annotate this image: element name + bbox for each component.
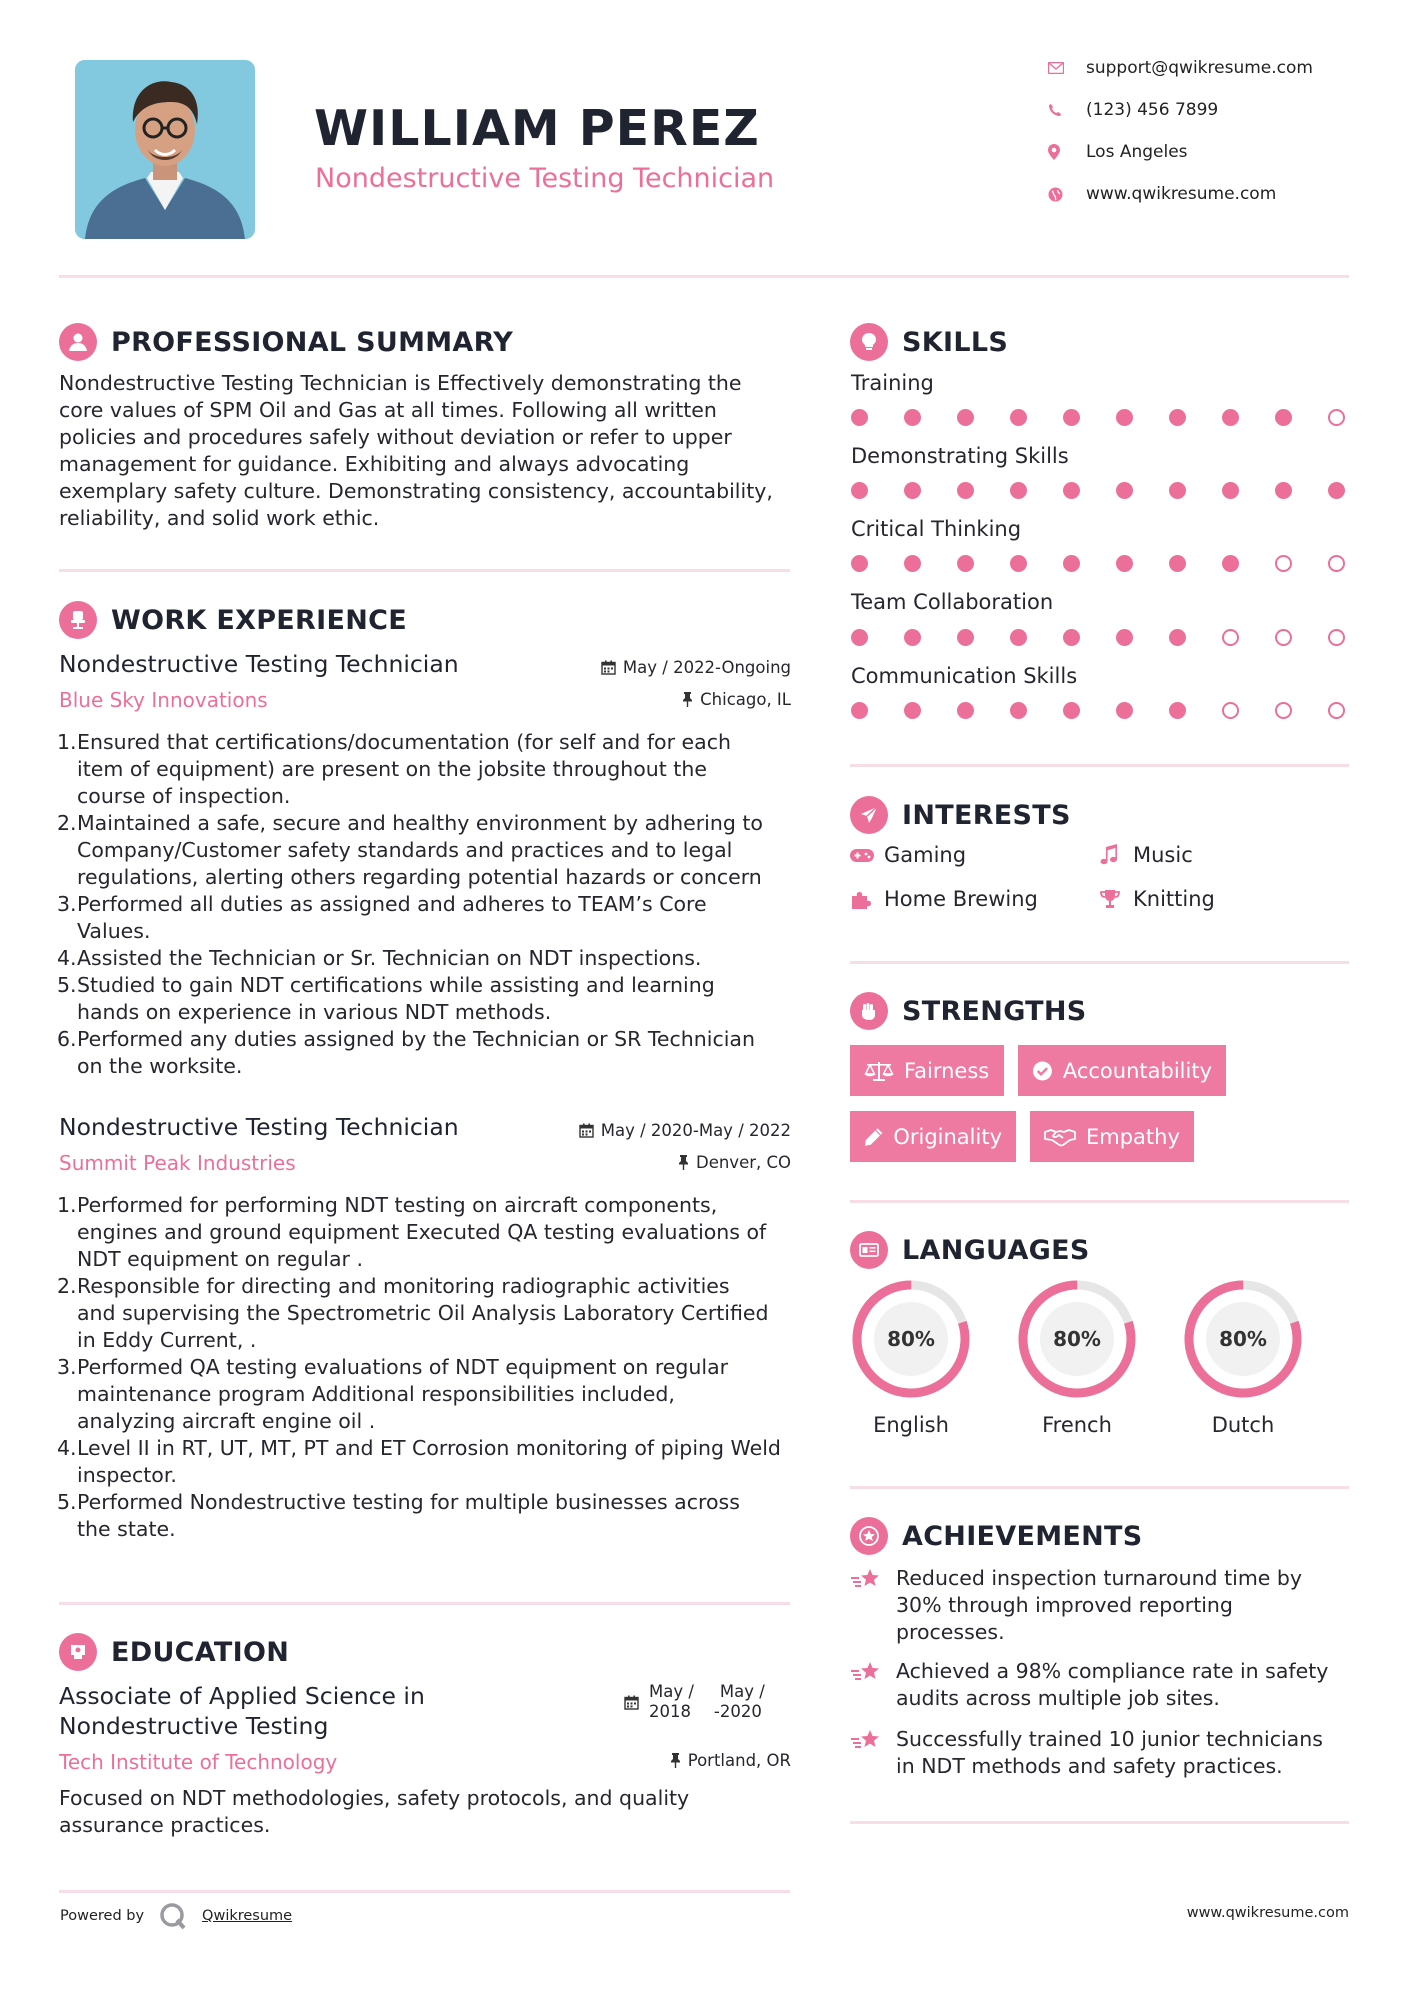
skill-name: Demonstrating Skills bbox=[851, 444, 1069, 468]
duty-list bbox=[59, 729, 799, 1080]
contact-email[interactable] bbox=[1048, 56, 1313, 80]
contact-phone-text: (123) 456 7899 bbox=[1086, 100, 1219, 120]
languages-heading bbox=[850, 1230, 1090, 1270]
degree-line: Nondestructive Testing bbox=[59, 1712, 329, 1740]
puzzle-icon bbox=[850, 888, 884, 910]
contact-location bbox=[1048, 140, 1188, 164]
education-dates bbox=[624, 1682, 765, 1722]
skill-rating bbox=[851, 702, 1347, 720]
duty-line: Level II in RT, UT, MT, PT and ET Corrosion monitoring of piping Weld bbox=[77, 1436, 781, 1460]
chair-icon bbox=[59, 601, 97, 639]
achievement-item bbox=[851, 1726, 1351, 1780]
skill-dot-filled bbox=[851, 409, 868, 426]
summary-line: exemplary safety culture. Demonstrating consistency, accountability, bbox=[59, 479, 773, 503]
experience-title: WORK EXPERIENCE bbox=[111, 604, 407, 636]
balance-scale-icon bbox=[864, 1060, 894, 1082]
duty-number: 1. bbox=[57, 1193, 77, 1217]
job-dates bbox=[601, 658, 791, 677]
skill-rating bbox=[851, 482, 1347, 500]
language-percent-label: 80% bbox=[1053, 1327, 1101, 1351]
achievements-heading bbox=[850, 1516, 1143, 1556]
job-location bbox=[678, 1153, 791, 1172]
duty-line: in Eddy Current, . bbox=[77, 1328, 257, 1352]
candidate-name: WILLIAM PEREZ bbox=[314, 100, 760, 157]
duty-item bbox=[59, 810, 799, 891]
contact-website-text: www.qwikresume.com bbox=[1086, 184, 1277, 204]
summary-line: policies and procedures safely without deviation or refer to upper bbox=[59, 425, 732, 449]
skill-dot-filled bbox=[1222, 482, 1239, 499]
skill-dot-filled bbox=[1328, 482, 1345, 499]
duty-item bbox=[59, 1026, 799, 1080]
interest-label: Gaming bbox=[884, 843, 967, 867]
qwikresume-logo-icon bbox=[158, 1901, 188, 1931]
experience-divider bbox=[59, 1602, 790, 1605]
summary-line: reliability, and solid work ethic. bbox=[59, 506, 380, 530]
job-dates-text: May / 2020-May / 2022 bbox=[600, 1121, 791, 1140]
interests-heading bbox=[850, 795, 1071, 835]
language-card-icon bbox=[850, 1231, 888, 1269]
job-location-text: Chicago, IL bbox=[700, 690, 791, 709]
interests-title: INTERESTS bbox=[902, 799, 1071, 831]
duty-line: Values. bbox=[77, 919, 151, 943]
skill-name: Critical Thinking bbox=[851, 517, 1022, 541]
skill-dot-filled bbox=[1275, 482, 1292, 499]
skill-dot-filled bbox=[1116, 629, 1133, 646]
shooting-star-icon bbox=[851, 1565, 896, 1646]
skill-dot-filled bbox=[1063, 555, 1080, 572]
duty-line: Performed QA testing evaluations of NDT equipment on regular bbox=[77, 1355, 729, 1379]
skill-dot-empty bbox=[1275, 555, 1292, 572]
duty-line: course of inspection. bbox=[77, 784, 291, 808]
skill-rating bbox=[851, 629, 1347, 647]
job-title: Nondestructive Testing Technician bbox=[59, 650, 459, 678]
strengths-heading bbox=[850, 991, 1087, 1031]
education-description bbox=[59, 1785, 799, 1839]
header-divider bbox=[59, 275, 1349, 278]
strengths-title: STRENGTHS bbox=[902, 995, 1087, 1027]
language-ring-svg bbox=[849, 1277, 973, 1401]
duty-line: item of equipment) are present on the jobsite throughout the bbox=[77, 757, 707, 781]
paper-plane-icon bbox=[850, 796, 888, 834]
skill-dot-filled bbox=[1116, 482, 1133, 499]
globe-icon bbox=[1048, 187, 1086, 202]
contact-phone[interactable] bbox=[1048, 98, 1218, 122]
interest-label: Home Brewing bbox=[884, 887, 1038, 911]
achievement-line: in NDT methods and safety practices. bbox=[896, 1754, 1283, 1778]
duty-item bbox=[59, 891, 799, 945]
duty-line: inspector. bbox=[77, 1463, 177, 1487]
language-ring-svg bbox=[1181, 1277, 1305, 1401]
date-part: 2020 bbox=[719, 1702, 762, 1721]
skill-dot-filled bbox=[1169, 555, 1186, 572]
strength-tag bbox=[1018, 1045, 1226, 1096]
skill-dot-filled bbox=[851, 702, 868, 719]
music-note-icon bbox=[1099, 844, 1133, 866]
education-heading bbox=[59, 1632, 289, 1672]
strength-label: Fairness bbox=[904, 1058, 990, 1083]
skill-name: Communication Skills bbox=[851, 664, 1078, 688]
strengths-divider bbox=[850, 1200, 1349, 1203]
education-location-text: Portland, OR bbox=[687, 1751, 791, 1770]
achievement-line: 30% through improved reporting bbox=[896, 1593, 1233, 1617]
languages-title: LANGUAGES bbox=[902, 1234, 1090, 1266]
skill-dot-empty bbox=[1328, 629, 1345, 646]
strength-tag bbox=[850, 1111, 1016, 1162]
skill-dot-filled bbox=[1169, 482, 1186, 499]
duty-line: Ensured that certifications/documentation (for self and for each bbox=[77, 730, 731, 754]
strength-tag bbox=[850, 1045, 1004, 1096]
duty-line: Studied to gain NDT certifications while assisting and learning bbox=[77, 973, 715, 997]
interest-label: Knitting bbox=[1133, 887, 1215, 911]
footer-website[interactable]: www.qwikresume.com bbox=[1186, 1905, 1349, 1921]
duty-line: engines and ground equipment Executed QA testing evaluations of bbox=[77, 1220, 767, 1244]
skill-dot-empty bbox=[1328, 702, 1345, 719]
interest-item bbox=[1099, 843, 1193, 867]
job-location bbox=[682, 690, 791, 709]
duty-item bbox=[59, 1273, 804, 1354]
calendar-icon bbox=[624, 1695, 639, 1710]
duty-line: regulations, alerting others regarding potential hazards or concern bbox=[77, 865, 762, 889]
language-ring-svg bbox=[1015, 1277, 1139, 1401]
job-title: Nondestructive Testing Technician bbox=[59, 1113, 459, 1141]
skill-dot-empty bbox=[1328, 555, 1345, 572]
skill-dot-filled bbox=[957, 482, 974, 499]
skill-dot-empty bbox=[1275, 702, 1292, 719]
duty-line: analyzing aircraft engine oil . bbox=[77, 1409, 376, 1433]
skill-dot-filled bbox=[1222, 555, 1239, 572]
interest-label: Music bbox=[1133, 843, 1193, 867]
duty-item bbox=[59, 1354, 804, 1435]
duty-line: the state. bbox=[77, 1517, 176, 1541]
skill-dot-filled bbox=[1169, 702, 1186, 719]
job-company: Summit Peak Industries bbox=[59, 1151, 296, 1175]
skill-dot-filled bbox=[904, 482, 921, 499]
date-part: 2018 bbox=[649, 1702, 691, 1721]
interests-divider bbox=[850, 961, 1349, 964]
skill-dot-filled bbox=[957, 702, 974, 719]
skill-dot-filled bbox=[851, 629, 868, 646]
job-location-text: Denver, CO bbox=[695, 1153, 791, 1172]
interest-item bbox=[850, 843, 966, 867]
language-progress-ring bbox=[1015, 1277, 1139, 1401]
skill-dot-filled bbox=[957, 629, 974, 646]
shooting-star-icon bbox=[851, 1726, 896, 1780]
strength-label: Accountability bbox=[1062, 1058, 1212, 1083]
qwikresume-link[interactable]: Qwikresume bbox=[202, 1908, 293, 1924]
achievement-line: processes. bbox=[896, 1620, 1005, 1644]
school-name: Tech Institute of Technology bbox=[59, 1750, 338, 1774]
contact-website[interactable] bbox=[1048, 182, 1276, 206]
skill-dot-filled bbox=[851, 482, 868, 499]
language-progress-ring bbox=[849, 1277, 973, 1401]
duty-number: 4. bbox=[57, 946, 77, 970]
pushpin-icon bbox=[682, 692, 693, 707]
trophy-icon bbox=[1099, 888, 1133, 910]
shooting-star-icon bbox=[851, 1658, 896, 1712]
fist-icon bbox=[850, 992, 888, 1030]
achievement-text bbox=[896, 1658, 1328, 1712]
duty-item bbox=[59, 972, 799, 1026]
duty-number: 5. bbox=[57, 1490, 77, 1514]
experience-heading bbox=[59, 600, 407, 640]
interest-item bbox=[1099, 887, 1215, 911]
duty-item bbox=[59, 1192, 804, 1273]
skill-dot-filled bbox=[1063, 482, 1080, 499]
user-icon bbox=[59, 323, 97, 361]
skill-dot-filled bbox=[1010, 482, 1027, 499]
footer-divider bbox=[59, 1890, 790, 1893]
date-part: May / bbox=[719, 1682, 765, 1701]
language-name: Dutch bbox=[1211, 1413, 1275, 1437]
language-name: English bbox=[873, 1413, 949, 1437]
skill-dot-filled bbox=[1116, 409, 1133, 426]
calendar-icon bbox=[601, 660, 616, 675]
contact-location-text: Los Angeles bbox=[1086, 142, 1188, 162]
summary-line: management for guidance. Exhibiting and always advocating bbox=[59, 452, 690, 476]
skill-dot-filled bbox=[904, 702, 921, 719]
duty-number: 4. bbox=[57, 1436, 77, 1460]
skill-dot-filled bbox=[1222, 409, 1239, 426]
strength-label: Empathy bbox=[1086, 1124, 1180, 1149]
profile-photo bbox=[75, 60, 255, 239]
skill-dot-filled bbox=[1010, 409, 1027, 426]
achievements-title: ACHIEVEMENTS bbox=[902, 1520, 1143, 1552]
skills-heading bbox=[850, 322, 1008, 362]
duty-number: 6. bbox=[57, 1027, 77, 1051]
skill-dot-filled bbox=[1010, 629, 1027, 646]
duty-number: 3. bbox=[57, 892, 77, 916]
duty-line: NDT equipment on regular . bbox=[77, 1247, 363, 1271]
powered-by bbox=[60, 1901, 292, 1931]
skill-dot-empty bbox=[1275, 629, 1292, 646]
duty-line: Performed any duties assigned by the Technician or SR Technician bbox=[77, 1027, 755, 1051]
skills-divider bbox=[850, 764, 1349, 767]
duty-line: Company/Customer safety standards and practices and to legal bbox=[77, 838, 733, 862]
language-percent-label: 80% bbox=[887, 1327, 935, 1351]
language-name: French bbox=[1042, 1413, 1112, 1437]
skill-dot-filled bbox=[1010, 702, 1027, 719]
skill-dot-filled bbox=[1063, 409, 1080, 426]
skill-dot-filled bbox=[1116, 702, 1133, 719]
achievements-divider bbox=[850, 1821, 1349, 1824]
interest-item bbox=[850, 887, 1038, 911]
duty-list bbox=[59, 1192, 804, 1543]
duty-line: hands on experience in various NDT methods. bbox=[77, 1000, 552, 1024]
duty-line: Responsible for directing and monitoring radiographic activities bbox=[77, 1274, 730, 1298]
summary-title: PROFESSIONAL SUMMARY bbox=[111, 326, 514, 358]
handshake-icon bbox=[1044, 1127, 1076, 1147]
language-percent-label: 80% bbox=[1219, 1327, 1267, 1351]
education-title: EDUCATION bbox=[111, 1636, 290, 1668]
education-end-date bbox=[714, 1682, 765, 1722]
gamepad-icon bbox=[850, 848, 884, 863]
pencil-icon bbox=[864, 1127, 883, 1147]
skill-name: Training bbox=[851, 371, 934, 395]
degree bbox=[59, 1681, 425, 1741]
skill-dot-filled bbox=[957, 555, 974, 572]
achievement-text bbox=[896, 1565, 1302, 1646]
avatar bbox=[75, 60, 255, 239]
duty-number: 1. bbox=[57, 730, 77, 754]
skill-dot-filled bbox=[851, 555, 868, 572]
calendar-icon bbox=[579, 1123, 594, 1138]
skill-name: Team Collaboration bbox=[851, 590, 1054, 614]
education-start-date bbox=[649, 1682, 694, 1722]
location-pin-icon bbox=[1048, 144, 1086, 160]
skill-dot-filled bbox=[904, 629, 921, 646]
skill-dot-filled bbox=[904, 555, 921, 572]
duty-line: on the worksite. bbox=[77, 1054, 243, 1078]
education-description-line: Focused on NDT methodologies, safety protocols, and quality bbox=[59, 1786, 690, 1810]
skill-dot-empty bbox=[1222, 702, 1239, 719]
candidate-title: Nondestructive Testing Technician bbox=[315, 163, 775, 194]
achievement-line: Reduced inspection turnaround time by bbox=[896, 1566, 1303, 1590]
job-dates bbox=[579, 1121, 791, 1140]
duty-line: Assisted the Technician or Sr. Technician on NDT inspections. bbox=[77, 946, 702, 970]
powered-by-label: Powered by bbox=[60, 1908, 145, 1924]
achievement-text bbox=[896, 1726, 1323, 1780]
skill-rating bbox=[851, 555, 1347, 573]
summary-text bbox=[59, 370, 799, 532]
skill-dot-filled bbox=[1063, 702, 1080, 719]
duty-number: 2. bbox=[57, 1274, 77, 1298]
duty-number: 3. bbox=[57, 1355, 77, 1379]
star-badge-icon bbox=[850, 1517, 888, 1555]
summary-line: core values of SPM Oil and Gas at all times. Following all written bbox=[59, 398, 717, 422]
lightbulb-icon bbox=[850, 323, 888, 361]
skill-dot-filled bbox=[1116, 555, 1133, 572]
skills-title: SKILLS bbox=[902, 326, 1009, 358]
skill-rating bbox=[851, 409, 1347, 427]
duty-item bbox=[59, 1435, 804, 1489]
skill-dot-filled bbox=[1169, 409, 1186, 426]
strength-tag bbox=[1030, 1111, 1194, 1162]
degree-line: Associate of Applied Science in bbox=[59, 1682, 425, 1710]
skill-dot-empty bbox=[1222, 629, 1239, 646]
duty-item bbox=[59, 1489, 804, 1543]
skill-dot-empty bbox=[1328, 409, 1345, 426]
achievement-item bbox=[851, 1565, 1351, 1646]
skill-dot-filled bbox=[1063, 629, 1080, 646]
duty-line: Maintained a safe, secure and healthy environment by adhering to bbox=[77, 811, 763, 835]
pushpin-icon bbox=[678, 1155, 689, 1170]
duty-line: Performed for performing NDT testing on aircraft components, bbox=[77, 1193, 718, 1217]
skill-dot-filled bbox=[1169, 629, 1186, 646]
duty-line: Performed all duties as assigned and adheres to TEAM’s Core bbox=[77, 892, 707, 916]
envelope-icon bbox=[1048, 62, 1086, 74]
pushpin-icon bbox=[670, 1753, 681, 1768]
summary-heading bbox=[59, 322, 513, 362]
education-location bbox=[670, 1751, 791, 1770]
skill-dot-filled bbox=[1275, 409, 1292, 426]
duty-line: Performed Nondestructive testing for multiple businesses across bbox=[77, 1490, 740, 1514]
education-description-line: assurance practices. bbox=[59, 1813, 271, 1837]
job-dates-text: May / 2022-Ongoing bbox=[622, 658, 791, 677]
skill-dot-filled bbox=[957, 409, 974, 426]
duty-line: and supervising the Spectrometric Oil Analysis Laboratory Certified bbox=[77, 1301, 769, 1325]
skill-dot-filled bbox=[904, 409, 921, 426]
check-circle-icon bbox=[1032, 1060, 1053, 1082]
graduation-icon bbox=[59, 1633, 97, 1671]
summary-divider bbox=[59, 569, 790, 572]
contact-email-text: support@qwikresume.com bbox=[1086, 58, 1313, 78]
language-progress-ring bbox=[1181, 1277, 1305, 1401]
achievement-line: audits across multiple job sites. bbox=[896, 1686, 1220, 1710]
duty-line: maintenance program Additional responsibilities included, bbox=[77, 1382, 675, 1406]
duty-number: 2. bbox=[57, 811, 77, 835]
date-separator: - bbox=[713, 1702, 720, 1721]
languages-divider bbox=[850, 1486, 1349, 1489]
duty-item bbox=[59, 945, 799, 972]
duty-item bbox=[59, 729, 799, 810]
achievement-line: Successfully trained 10 junior technicians bbox=[896, 1727, 1323, 1751]
phone-icon bbox=[1048, 103, 1086, 117]
job-company: Blue Sky Innovations bbox=[59, 688, 268, 712]
skill-dot-filled bbox=[1010, 555, 1027, 572]
achievement-line: Achieved a 98% compliance rate in safety bbox=[896, 1659, 1329, 1683]
duty-number: 5. bbox=[57, 973, 77, 997]
date-part: May / bbox=[649, 1682, 694, 1701]
strength-label: Originality bbox=[893, 1124, 1002, 1149]
achievement-item bbox=[851, 1658, 1351, 1712]
summary-line: Nondestructive Testing Technician is Effectively demonstrating the bbox=[59, 371, 742, 395]
